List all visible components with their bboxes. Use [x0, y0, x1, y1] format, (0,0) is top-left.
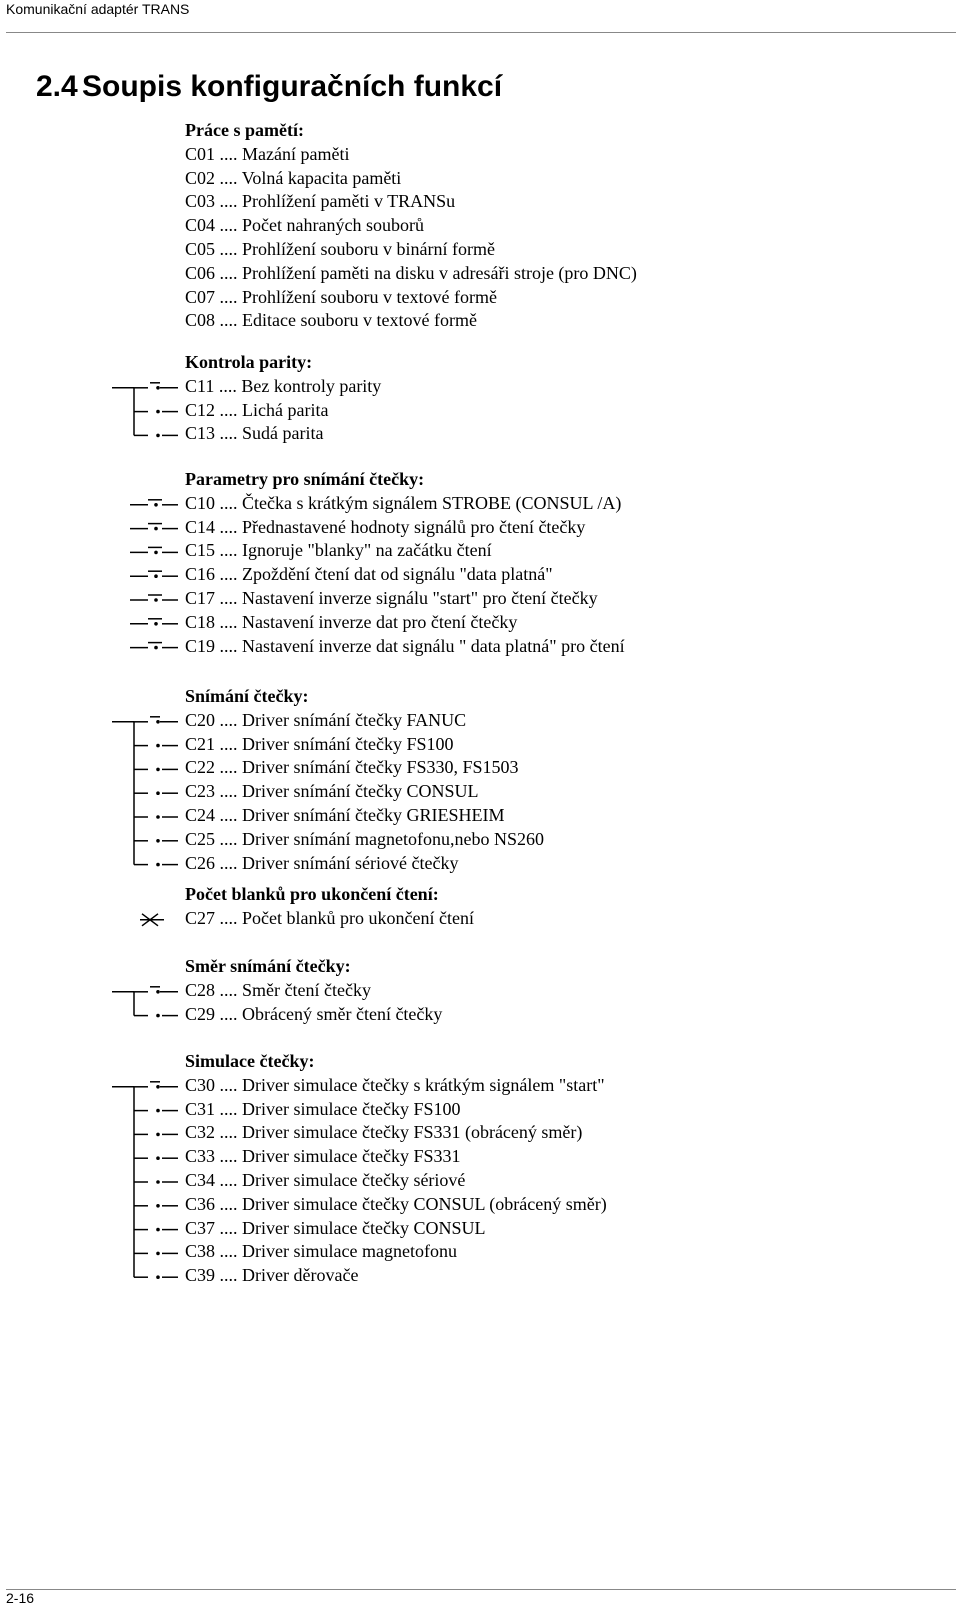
function-label: Driver snímání čtečky FANUC: [242, 709, 467, 730]
function-label: Driver simulace magnetofonu: [242, 1241, 457, 1262]
function-separator: ....: [219, 611, 238, 632]
function-separator: ....: [219, 907, 238, 928]
group-heading: Parametry pro snímání čtečky:: [185, 469, 425, 489]
function-code: C23: [185, 781, 216, 802]
function-separator: ....: [219, 492, 238, 513]
switch-contact-dot: [156, 1014, 160, 1018]
function-label: Driver snímání sériové čtečky: [242, 852, 459, 873]
function-label: Volná kapacita paměti: [241, 167, 402, 188]
function-code: C06: [185, 262, 216, 283]
function-separator: ....: [219, 564, 238, 585]
function-label: Počet blanků pro ukončení čtení: [242, 907, 474, 928]
function-label: Driver simulace čtečky FS331 (obrácený směr): [242, 1122, 583, 1143]
function-code: C19: [185, 635, 216, 656]
function-separator: ....: [218, 375, 237, 396]
footer-rule: [6, 1589, 956, 1590]
switch-contact-dot: [156, 1252, 160, 1256]
function-code: C39: [185, 1265, 216, 1286]
function-code: C37: [185, 1217, 216, 1238]
function-label: Směr čtení čtečky: [242, 979, 371, 1000]
switch-contact-dot: [154, 646, 158, 650]
function-label: Prohlížení paměti v TRANSu: [242, 191, 456, 212]
function-code: C21: [185, 733, 216, 754]
function-label: Driver simulace čtečky s krátkým signálem "start": [242, 1074, 605, 1095]
switch-contact-dot: [156, 839, 160, 843]
function-label: Driver simulace čtečky CONSUL (obrácený směr): [242, 1193, 607, 1214]
function-separator: ....: [219, 1170, 238, 1190]
function-label: Bez kontroly parity: [241, 375, 382, 396]
function-code: C05: [185, 239, 216, 259]
function-separator: ....: [219, 1146, 238, 1167]
group-heading: Práce s pamětí:: [185, 120, 304, 140]
function-code: C17: [185, 588, 216, 608]
function-separator: ....: [219, 1003, 238, 1024]
function-code: C33: [185, 1146, 216, 1167]
function-label: Driver snímání čtečky CONSUL: [242, 781, 479, 802]
function-code: C27: [185, 907, 216, 928]
function-code: C22: [185, 757, 216, 778]
function-separator: ....: [219, 1217, 238, 1238]
function-separator: ....: [219, 1122, 238, 1143]
switch-contact-dot: [156, 863, 160, 867]
function-separator: ....: [219, 540, 238, 561]
function-separator: ....: [219, 979, 238, 1000]
function-code: C13: [185, 423, 216, 444]
function-separator: ....: [219, 1265, 238, 1286]
function-code: C10: [185, 492, 216, 513]
function-code: C16: [185, 564, 216, 585]
switch-contact-dot: [154, 527, 158, 531]
switch-contact-dot: [156, 791, 160, 795]
function-label: Driver snímání čtečky FS330, FS1503: [242, 757, 519, 778]
function-code: C11: [185, 375, 215, 396]
function-separator: ....: [219, 1074, 238, 1095]
function-label: Prohlížení paměti na disku v adresáři stroje (pro DNC): [242, 262, 637, 283]
function-separator: ....: [219, 262, 238, 283]
function-code: C08: [185, 310, 216, 331]
function-label: Sudá parita: [242, 423, 324, 444]
switch-contact-dot: [156, 1156, 160, 1160]
function-code: C32: [185, 1122, 216, 1143]
function-separator: ....: [219, 239, 238, 259]
switch-contact-dot: [156, 1180, 160, 1184]
function-code: C34: [185, 1170, 216, 1190]
group-heading: Kontrola parity:: [185, 352, 313, 372]
function-separator: ....: [219, 852, 238, 873]
function-code: C01: [185, 143, 216, 164]
function-code: C30: [185, 1074, 216, 1095]
section-title-text: Soupis konfiguračních funkcí: [82, 70, 503, 103]
function-separator: ....: [219, 1193, 238, 1214]
switch-contact-dot: [156, 1275, 160, 1279]
function-code: C07: [185, 286, 216, 307]
switch-contact-dot: [156, 1109, 160, 1113]
function-code: C12: [185, 399, 216, 420]
function-separator: ....: [219, 781, 238, 802]
function-code: C38: [185, 1241, 216, 1262]
function-label: Driver simulace čtečky FS331: [242, 1146, 461, 1167]
function-label: Nastavení inverze dat pro čtení čtečky: [242, 611, 518, 632]
function-label: Driver simulace čtečky CONSUL: [242, 1217, 486, 1238]
function-code: C29: [185, 1003, 216, 1024]
page-number: 2-16: [6, 1590, 35, 1606]
function-separator: ....: [219, 588, 238, 608]
function-separator: ....: [219, 805, 238, 825]
function-code: C18: [185, 611, 216, 632]
function-label: Driver snímání čtečky FS100: [242, 733, 454, 754]
function-separator: ....: [219, 215, 238, 236]
function-code: C28: [185, 979, 216, 1000]
switch-contact-dot: [156, 815, 160, 819]
section-number: 2.4: [36, 70, 78, 103]
function-separator: ....: [219, 143, 238, 164]
function-separator: ....: [219, 399, 238, 420]
function-separator: ....: [219, 310, 238, 331]
function-separator: ....: [219, 635, 238, 656]
function-code: C04: [185, 215, 216, 236]
switch-contact-dot: [154, 622, 158, 626]
function-separator: ....: [219, 286, 238, 307]
switch-contact-dot: [154, 574, 158, 578]
function-label: Nastavení inverze dat signálu " data platná" pro čtení: [242, 635, 625, 656]
function-label: Driver simulace čtečky sériové: [242, 1170, 466, 1190]
function-code: C20: [185, 709, 216, 730]
function-label: Prohlížení souboru v textové formě: [242, 286, 497, 307]
function-code: C15: [185, 540, 216, 561]
switch-contact-dot: [156, 1228, 160, 1232]
function-label: Driver snímání magnetofonu,nebo NS260: [242, 828, 544, 849]
function-label: Čtečka s krátkým signálem STROBE (CONSUL /A): [242, 492, 622, 513]
switch-contact-dot: [156, 386, 160, 390]
switch-contact-dot: [156, 720, 160, 724]
function-separator: ....: [219, 1241, 238, 1262]
switch-contact-dot: [154, 598, 158, 602]
function-separator: ....: [219, 828, 238, 849]
function-code: C36: [185, 1193, 216, 1214]
switch-contact-dot: [156, 410, 160, 414]
switch-contact-dot: [154, 551, 158, 555]
switch-contact-dot: [156, 1204, 160, 1208]
running-header: Komunikační adaptér TRANS: [6, 1, 190, 17]
function-separator: ....: [219, 167, 238, 188]
switch-contact-dot: [156, 434, 160, 438]
function-label: Lichá parita: [242, 399, 329, 420]
switch-contact-dot: [154, 503, 158, 507]
switch-contact-dot: [156, 744, 160, 748]
function-label: Ignoruje "blanky" na začátku čtení: [242, 540, 492, 561]
function-code: C26: [185, 852, 216, 873]
function-code: C31: [185, 1098, 216, 1119]
function-label: Editace souboru v textové formě: [242, 310, 477, 331]
function-label: Obrácený směr čtení čtečky: [242, 1003, 443, 1024]
switch-contact-dot: [156, 1133, 160, 1137]
group-heading: Snímání čtečky:: [185, 686, 309, 706]
function-label: Nastavení inverze signálu "start" pro čtení čtečky: [242, 588, 598, 608]
function-separator: ....: [219, 709, 238, 730]
function-label: Driver snímání čtečky GRIESHEIM: [242, 805, 505, 825]
group-heading: Simulace čtečky:: [185, 1051, 315, 1071]
function-separator: ....: [219, 516, 238, 537]
group-heading: Počet blanků pro ukončení čtení:: [185, 884, 439, 904]
function-label: Mazání paměti: [242, 143, 350, 164]
switch-contact-dot: [156, 990, 160, 994]
function-code: C25: [185, 828, 216, 849]
function-code: C03: [185, 191, 216, 212]
function-separator: ....: [219, 733, 238, 754]
function-code: C14: [185, 516, 216, 537]
function-code: C02: [185, 167, 216, 188]
function-separator: ....: [219, 423, 238, 444]
switch-contact-dot: [156, 768, 160, 772]
function-separator: ....: [219, 757, 238, 778]
function-label: Prohlížení souboru v binární formě: [242, 239, 495, 259]
group-heading: Směr snímání čtečky:: [185, 956, 351, 976]
function-label: Driver simulace čtečky FS100: [242, 1098, 461, 1119]
function-separator: ....: [219, 191, 238, 212]
function-code: C24: [185, 805, 216, 825]
switch-contact-dot: [156, 1085, 160, 1089]
function-label: Driver děrovače: [242, 1265, 359, 1286]
function-separator: ....: [219, 1098, 238, 1119]
function-label: Počet nahraných souborů: [242, 215, 424, 236]
function-label: Zpoždění čtení dat od signálu "data platná": [242, 564, 553, 585]
function-label: Přednastavené hodnoty signálů pro čtení čtečky: [242, 516, 586, 537]
